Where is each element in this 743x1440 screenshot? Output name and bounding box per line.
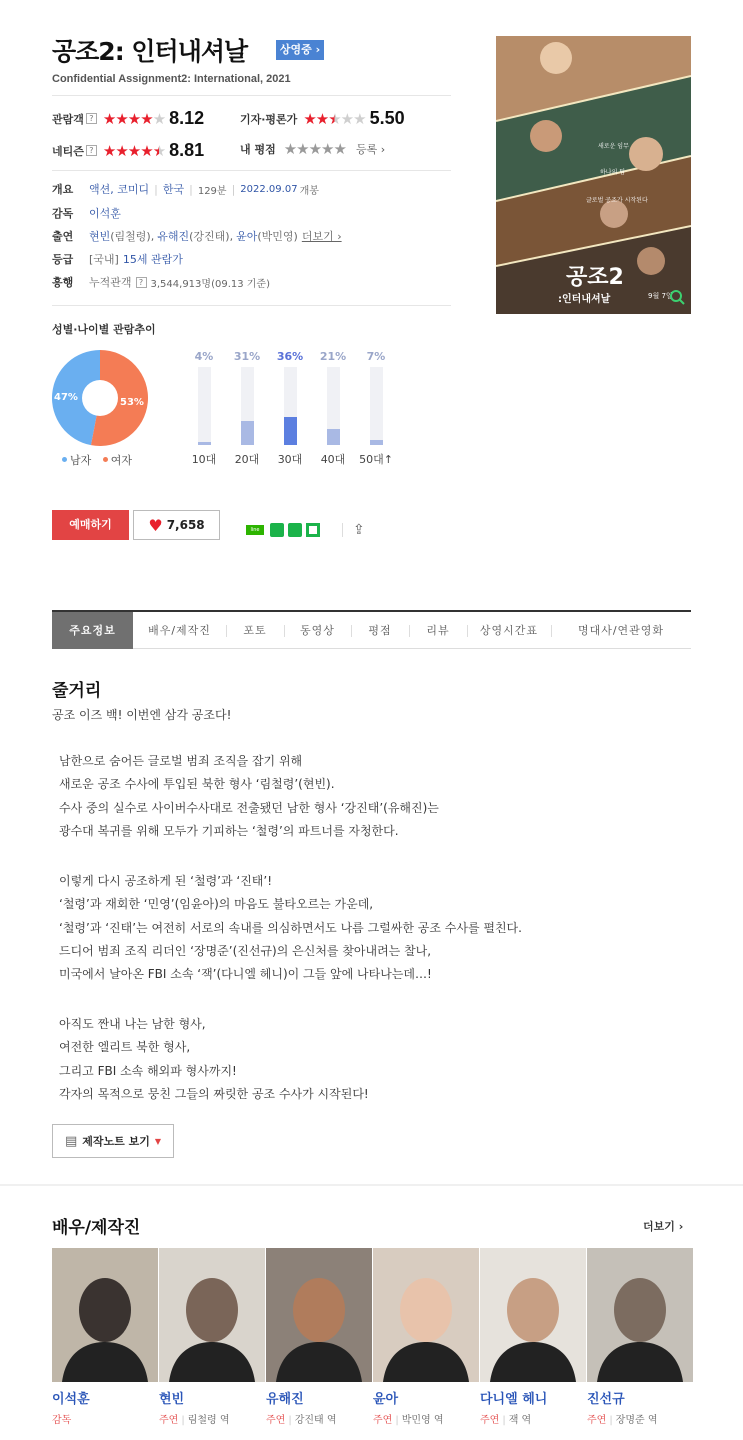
cast-card[interactable] [480,1248,586,1426]
age-bar [370,440,383,445]
cast-role: 주연 | 장명준 역 [587,1415,658,1426]
cast-role: 주연 | 잭 역 [480,1415,532,1426]
age-bar-track [284,367,297,445]
cast-role-text: (림철령), [110,230,155,243]
pie-label-female: 53% [120,397,144,408]
age-bar-column [313,350,353,467]
critic-score: 5.50 [369,108,405,128]
info-cast [52,228,342,244]
cast-role-text: (강진태), [189,230,234,243]
age-bar-column [184,350,224,467]
age-bar-label: 36% [276,350,304,363]
cast-more-label: 더보기 › [643,1220,684,1233]
cast-name[interactable]: 진선규 [587,1392,625,1407]
heart-icon: ♥ [148,515,163,535]
synopsis-line: 수사 중의 실수로 사이버수사대로 전출됐던 남한 형사 ‘강진태’(유해진)는 [59,800,439,815]
cast-photo[interactable] [52,1248,158,1382]
age-bar-column [270,350,310,467]
cast-character: 박민영 역 [401,1415,444,1426]
critic-rating [240,108,405,129]
cast-photo[interactable] [159,1248,265,1382]
cast-heading: 배우/제작진 [52,1218,141,1238]
poster-tag: 하나의 팀 [600,169,626,176]
info-overview: 개요 액션, 코미디 | 한국 | 129분 | 2022.09.07 개봉 [52,182,319,197]
poster-tag: 글로벌 공조가 시작된다 [586,197,648,204]
cast-character: 강진태 역 [294,1415,337,1426]
my-rating-label: 내 평점 [240,143,276,156]
audience-trend-title: 성별·나이별 관람추이 [52,323,156,336]
cast-photo[interactable] [587,1248,693,1382]
synopsis-tagline: 공조 이즈 백! 이번엔 삼각 공조다! [52,708,232,722]
legend-female: 여자 [110,454,133,467]
synopsis-paragraph-1 [59,750,659,843]
age-bar-category: 30대 [277,453,303,466]
genre-link[interactable]: 액션, 코미디 [89,183,150,196]
tab-label: 명대사/연관영화 [577,624,665,637]
poster-title: 공조2 [566,265,624,290]
grade-link[interactable]: 15세 관람가 [122,253,183,266]
age-bar-label: 31% [233,350,261,363]
synopsis-line: 드디어 범죄 조직 리더인 ‘장명준’(진선규)의 은신처를 찾아내려는 찰나, [59,943,432,958]
poster-tag: 새로운 임무 [598,143,629,150]
synopsis-line: 광수대 복귀를 위해 모두가 기피하는 ‘철령’의 파트너를 자청한다. [59,823,399,838]
audience-rating [52,108,204,129]
grade-label: 등급 [52,253,74,266]
help-icon[interactable]: ? [86,145,97,156]
share-icons [246,522,365,538]
cast-photo[interactable] [373,1248,479,1382]
tab-8[interactable] [551,612,691,649]
tab-2[interactable] [133,612,226,649]
cast-role-type: 주연 [373,1415,393,1426]
production-notes-label: 제작노트 보기 [82,1135,150,1148]
share-icon[interactable]: ⇪ [353,522,365,538]
cast-link-yuhaejin[interactable]: 유해진 [157,230,190,243]
release-date-link[interactable]: 2022.09.07 [240,183,298,195]
age-bar [198,442,211,445]
caret-down-icon: ▼ [154,1136,162,1146]
netizen-stars: ★★★★★ [102,141,166,160]
synopsis-line: 이렇게 다시 공조하게 된 ‘철령’과 ‘진태’! [59,874,273,888]
tab-label: 평점 [368,624,392,637]
director-label: 감독 [52,207,74,220]
cast-role-type: 주연 [159,1415,179,1426]
blog-share-icon[interactable] [288,523,302,537]
cast-more-link[interactable] [643,1218,683,1234]
cast-role-type: 주연 [480,1415,500,1426]
cast-link-hyunbin[interactable]: 현빈 [89,230,111,243]
cast-role [52,1411,158,1426]
age-bar-column [356,350,396,467]
poster-subtitle: :인터내셔날 [558,294,611,305]
synopsis-line: 각자의 목적으로 뭉친 그들의 짜릿한 공조 수사가 시작된다! [59,1086,369,1101]
tab-label: 동영상 [300,624,335,637]
age-bar-column [227,350,267,467]
cast-character: 잭 역 [508,1415,532,1426]
band-share-icon[interactable] [270,523,284,537]
movie-poster[interactable] [496,36,691,314]
critic-rating-label: 기자·평론가 [240,112,298,126]
age-bar-category: 10대 [191,453,217,466]
tab-3[interactable] [226,612,284,649]
age-bar-category: 50대↑ [359,453,393,466]
age-bar [241,421,254,445]
poster-image [496,36,691,314]
synopsis-paragraph-3 [59,1013,659,1106]
cast-name[interactable]: 이석훈 [52,1392,90,1407]
tab-label: 상영시간표 [479,624,539,637]
netizen-score: 8.81 [169,140,205,160]
audience-stars: ★★★★★ [102,109,166,128]
tab-7[interactable] [467,612,551,649]
cast-role-text: (박민영) [257,230,298,243]
cast-photo[interactable] [480,1248,586,1382]
age-bar-category: 20대 [234,453,260,466]
like-button[interactable] [133,510,220,540]
audience-score: 8.12 [169,108,205,128]
tab-4[interactable] [284,612,351,649]
age-bar-label: 7% [366,350,386,363]
divider [52,170,451,171]
synopsis-line: ‘철령’과 재회한 ‘민영’(임윤아)의 마음도 불타오르는 가운데, [59,897,374,912]
boxoffice-value: 3,544,913명(09.13 기준) [150,278,270,290]
tab-label: 배우/제작진 [148,624,211,637]
reserve-button[interactable]: 예매하기 [52,510,129,540]
help-icon[interactable]: ? [86,113,97,124]
divider [52,95,451,96]
director-link[interactable]: 이석훈 [89,207,121,220]
cast-name[interactable]: 현빈 [159,1392,185,1407]
cast-role: 주연 | 강진태 역 [266,1415,337,1426]
country-link[interactable]: 한국 [162,183,185,196]
cast-more-link[interactable]: 더보기 › [301,230,342,243]
line-share-icon[interactable]: line [246,525,264,535]
like-count: 7,658 [166,518,205,532]
overview-label: 개요 [52,183,74,196]
section-divider [0,1184,743,1186]
tab-label: 포토 [243,624,267,637]
now-showing-badge[interactable]: 상영중 › [276,40,324,60]
movie-english-title: Confidential Assignment2: International, 2021 [52,73,291,85]
synopsis-line: 여전한 엘리트 북한 형사, [59,1040,191,1055]
synopsis-line: 새로운 공조 수사에 투입된 북한 형사 ‘림철령’(현빈). [59,777,335,792]
gender-legend [62,452,132,468]
tab-5[interactable] [351,612,409,649]
cast-label: 출연 [52,230,74,243]
production-notes-button[interactable] [52,1124,174,1158]
age-bar [284,417,297,445]
tab-label: 주요정보 [69,624,116,637]
movie-title: 공조2: 인터내셔날 [52,37,248,66]
age-bar-track [241,367,254,445]
document-icon: ▤ [64,1133,78,1149]
divider [342,523,343,537]
cast-role-type: 감독 [52,1415,72,1426]
cast-link-yoona[interactable]: 윤아 [236,230,258,243]
cast-role: 주연 | 박민영 역 [373,1415,444,1426]
tab-label: 리뷰 [426,624,450,637]
cast-character: 장명준 역 [615,1415,658,1426]
cast-card[interactable] [587,1248,693,1426]
grade-prefix: [국내] [89,253,119,266]
synopsis-line: 그리고 FBI 소속 해외파 형사까지! [59,1063,237,1078]
tab-bar [52,610,691,649]
age-bar [327,429,340,445]
legend-male: 남자 [70,454,92,467]
cafe-share-icon[interactable] [306,523,320,537]
boxoffice-text: 누적관객 [89,276,132,289]
my-rating [240,140,385,158]
age-bar-label: 21% [319,350,347,363]
gender-pie-chart [52,350,148,450]
gender-pie-svg [52,350,148,446]
cast-role: 주연 | 림철령 역 [159,1415,230,1426]
boxoffice-label: 흥행 [52,276,74,289]
critic-stars: ★★★★★ [303,109,366,128]
info-boxoffice [52,274,270,290]
tab-6[interactable] [409,612,467,649]
synopsis-line: 남한으로 숨어든 글로벌 범죄 조직을 잡기 위해 [59,754,303,768]
cast-list [52,1248,693,1426]
cast-name[interactable]: 다니엘 헤니 [480,1392,548,1407]
synopsis-paragraph-2 [59,870,659,986]
netizen-rating [52,140,204,161]
info-director [52,205,121,221]
synopsis-line: ‘철령’과 ‘진태’는 여전히 서로의 속내를 의심하면서도 나름 그럴싸한 공조 수사를 펼친다. [59,920,522,935]
age-bar-track [198,367,211,445]
my-rating-stars[interactable]: ★★★★★ [283,140,346,158]
synopsis-heading: 줄거리 [52,681,102,701]
release-suffix: 개봉 [299,185,319,197]
cast-card[interactable] [373,1248,479,1426]
my-rating-register-link[interactable]: 등록 › [355,143,386,156]
runtime: 129분 [197,185,227,197]
cast-card[interactable] [159,1248,265,1426]
cast-name[interactable]: 윤아 [373,1392,399,1407]
info-grade [52,251,183,267]
cast-role-type: 주연 [266,1415,286,1426]
age-bar-category: 40대 [320,453,346,466]
cast-card[interactable] [52,1248,158,1426]
cast-character: 림철령 역 [187,1415,230,1426]
divider [52,305,451,306]
cast-photo[interactable] [266,1248,372,1382]
synopsis-line: 아직도 짠내 나는 남한 형사, [59,1017,206,1031]
tab-1[interactable] [52,612,133,649]
pie-hole [82,380,118,416]
pie-label-male: 47% [54,392,78,403]
netizen-rating-label: 네티즌 [52,144,84,158]
cast-card[interactable] [266,1248,372,1426]
synopsis-line: 미국에서 날아온 FBI 소속 ‘잭’(다니엘 헤니)이 그들 앞에 나타나는데…! [59,967,432,982]
age-bar-track [370,367,383,445]
cast-role-type: 주연 [587,1415,607,1426]
help-icon[interactable]: ? [136,277,147,288]
poster-date: 9월 7일 [648,292,673,300]
age-bar-chart [184,350,396,467]
age-bar-track [327,367,340,445]
audience-rating-label: 관람객 [52,112,84,126]
cast-name[interactable]: 유해진 [266,1392,304,1407]
age-bar-label: 4% [194,350,214,363]
